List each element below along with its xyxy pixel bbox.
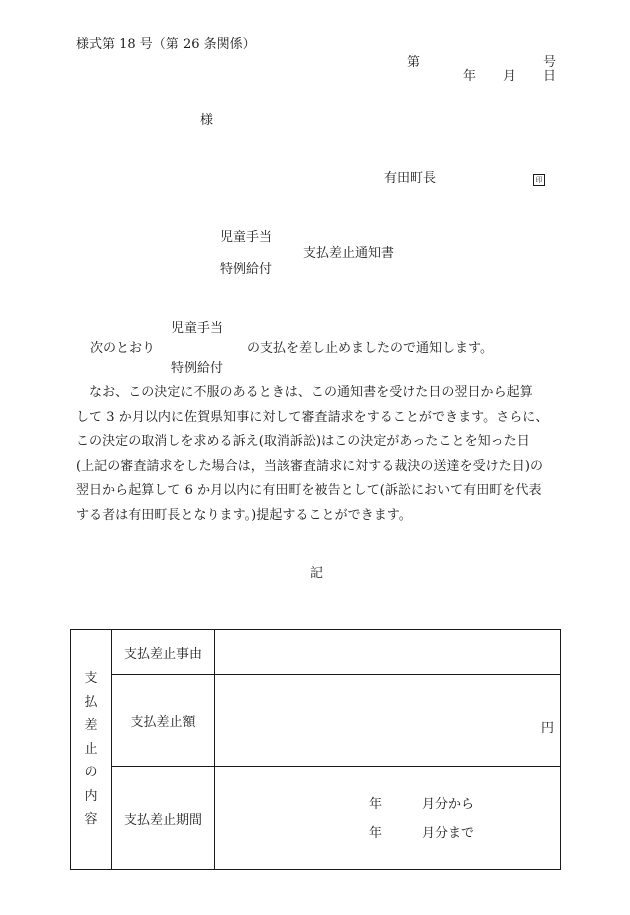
title-option-special-benefit: 特例給付 xyxy=(220,262,273,277)
reason-label-cell xyxy=(112,630,215,675)
period-to-text: 月分まで xyxy=(422,826,475,841)
body-notice-text: の支払を差し止めましたので通知します。 xyxy=(247,341,493,356)
form-number: 様式第 18 号（第 26 条関係） xyxy=(76,37,256,52)
document-title: 支払差止通知書 xyxy=(303,246,395,261)
table-side-label xyxy=(71,630,112,870)
appeal-notice-paragraph xyxy=(76,381,561,529)
body-option-special-benefit: 特例給付 xyxy=(171,361,224,376)
amount-value-cell[interactable] xyxy=(215,675,561,767)
side-label-char: の xyxy=(84,765,98,781)
period-from-text: 月分から xyxy=(422,797,475,812)
document-number-prefix: 第 xyxy=(407,55,421,70)
period-label: 支払差止期間 xyxy=(123,812,202,828)
body-intro-text: 次のとおり xyxy=(90,341,156,356)
reason-label: 支払差止事由 xyxy=(123,646,202,662)
date-day-label: 日 xyxy=(543,69,557,84)
issuer-title: 有田町長 xyxy=(384,171,437,186)
side-label-char: 払 xyxy=(84,694,98,710)
date-month-label: 月 xyxy=(503,69,517,84)
title-option-child-allowance: 児童手当 xyxy=(220,230,273,245)
paragraph-line: この決定の取消しを求める訴え(取消訴訟)はこの決定があったことを知った日 xyxy=(76,434,530,450)
seal-mark: 印 xyxy=(533,174,545,186)
suspension-details-table xyxy=(70,629,561,870)
paragraph-line: する者は有田町長となります。)提起することができます。 xyxy=(76,507,412,523)
period-to-year-label: 年 xyxy=(369,826,383,841)
side-label-char: 止 xyxy=(84,741,98,757)
amount-label: 支払差止額 xyxy=(130,715,196,730)
reason-value-cell[interactable] xyxy=(215,630,561,675)
document-number-suffix: 号 xyxy=(543,55,557,70)
side-label-char: 内 xyxy=(84,788,98,804)
paragraph-line: (上記の審査請求をした場合は，当該審査請求に対する裁決の送達を受けた日)の xyxy=(76,458,543,474)
paragraph-line: 翌日から起算して 6 か月以内に有田町を被告として(訴訟において有田町を代表 xyxy=(76,483,542,499)
paragraph-line: なお、この決定に不服のあるときは、この通知書を受けた日の翌日から起算 xyxy=(76,385,533,400)
yen-unit: 円 xyxy=(540,721,554,736)
paragraph-line: して 3 か月以内に佐賀県知事に対して審査請求をすることができます。さらに、 xyxy=(76,409,549,425)
addressee-suffix: 様 xyxy=(200,113,214,128)
period-label-cell xyxy=(112,767,215,870)
period-from-year-label: 年 xyxy=(369,797,383,812)
period-value-cell[interactable] xyxy=(215,767,561,870)
date-year-label: 年 xyxy=(463,69,477,84)
side-label-char: 差 xyxy=(84,718,98,734)
side-label-char: 支 xyxy=(84,671,98,687)
body-option-child-allowance: 児童手当 xyxy=(171,321,224,336)
side-label-char: 容 xyxy=(84,812,98,828)
ki-heading: 記 xyxy=(310,566,324,581)
amount-label-cell xyxy=(112,675,215,767)
